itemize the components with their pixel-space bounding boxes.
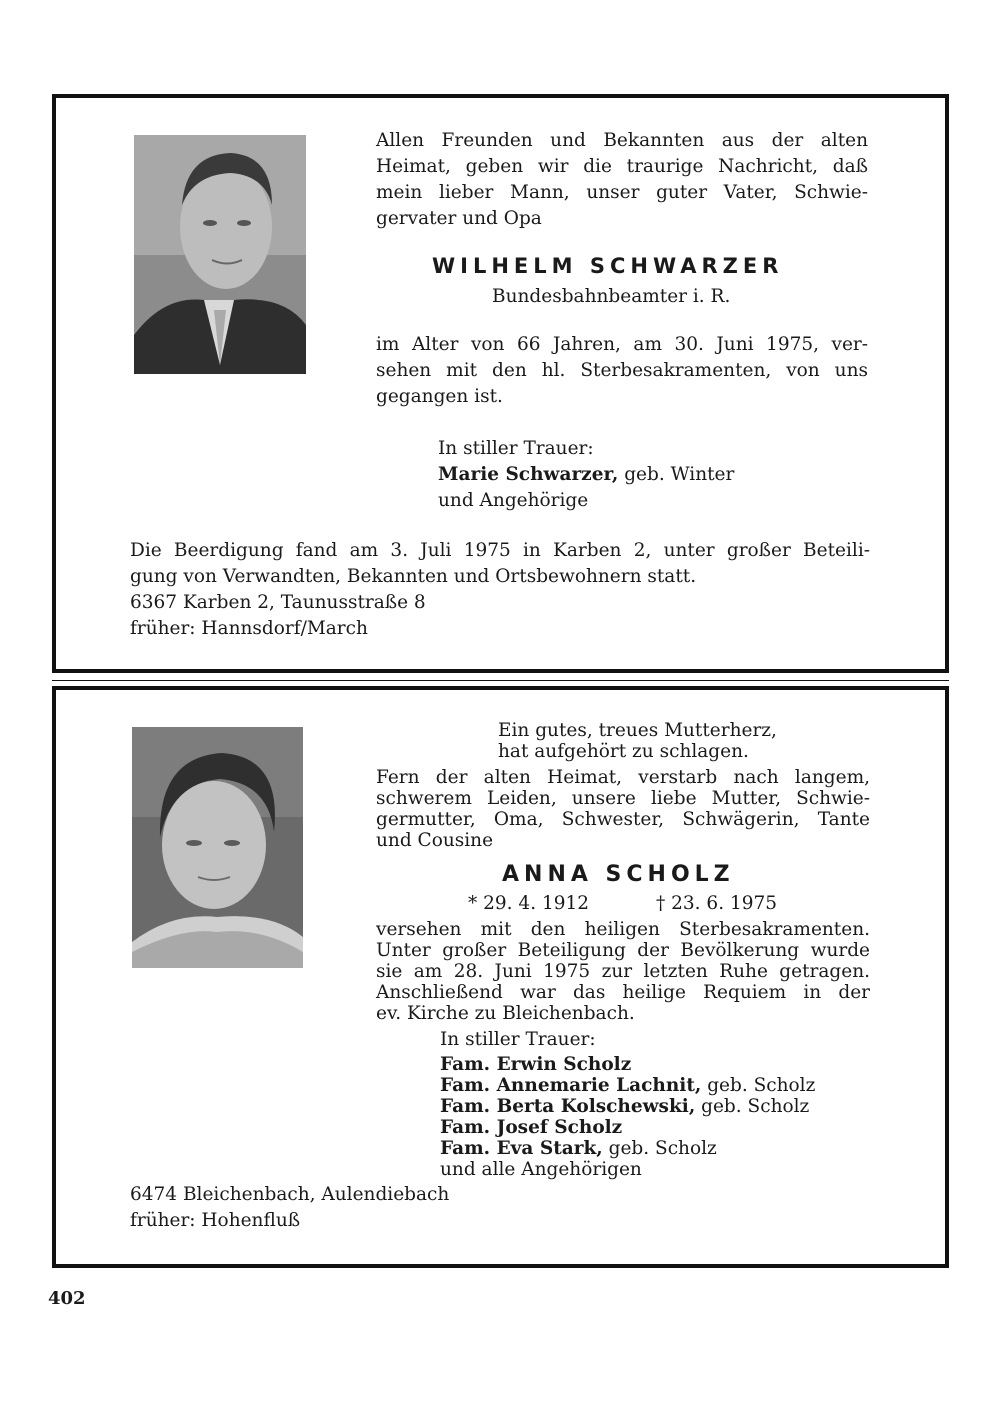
body-line: Unter großer Beteiligung der Bevölkerung wurde [376,940,870,961]
death-line: sehen mit den hl. Sterbesakramenten, von uns [376,360,868,381]
verse-line: hat aufgehört zu schlagen. [498,741,749,762]
intro-line: Allen Freunden und Bekannten aus der alten [376,130,868,151]
portrait-photo-man [134,135,306,374]
mourner-name: Fam. Annemarie Lachnit, [440,1075,702,1096]
mourning-label: In stiller Trauer: [440,1029,596,1050]
divider [52,680,949,681]
intro-line: Fern der alten Heimat, verstarb nach langem, [376,767,870,788]
intro-line: gervater und Opa [376,208,542,229]
death-line: im Alter von 66 Jahren, am 30. Juni 1975, ver- [376,334,868,355]
mourner-name: Marie Schwarzer, [438,464,619,485]
occupation: Bundesbahnbeamter i. R. [492,286,731,307]
mourner-maiden-name: geb. Winter [618,464,735,485]
body-line: sie am 28. Juni 1975 zur letzten Ruhe getragen. [376,961,870,982]
mourner-line [440,1138,717,1159]
death-line: gegangen ist. [376,386,503,407]
portrait-woman-image [132,727,303,968]
page-number: 402 [48,1288,86,1309]
mourner-name: Fam. Josef Scholz [440,1117,623,1138]
mourner-line [440,1054,631,1075]
birth-date: * 29. 4. 1912 [468,893,590,914]
funeral-line: gung von Verwandten, Bekannten und Ortsbewohnern statt. [130,566,697,587]
intro-line: und Cousine [376,830,494,851]
intro-line: mein lieber Mann, unser guter Vater, Schwie- [376,182,868,203]
mourning-label: In stiller Trauer: [438,438,594,459]
death-date: † 23. 6. 1975 [656,893,778,914]
mourner-line [440,1075,815,1096]
intro-line: schwerem Leiden, unsere liebe Mutter, Schwie- [376,788,870,809]
mourner-name: Fam. Berta Kolschewski, [440,1096,696,1117]
body-line: Anschließend war das heilige Requiem in der [376,982,870,1003]
mourner-name: Fam. Erwin Scholz [440,1054,632,1075]
relatives: und alle Angehörigen [440,1159,642,1180]
mourner-line [440,1117,622,1138]
mourner-name: Fam. Eva Stark, [440,1138,603,1159]
intro-line: Heimat, geben wir die traurige Nachricht, daß [376,156,868,177]
mourner-line [438,462,734,488]
address: 6367 Karben 2, Taunusstraße 8 [130,592,426,613]
address: 6474 Bleichenbach, Aulendiebach [130,1184,450,1205]
intro-line: germutter, Oma, Schwester, Schwägerin, Tante [376,809,870,830]
former-hometown: früher: Hohenfluß [130,1210,301,1231]
body-line: ev. Kirche zu Bleichenbach. [376,1003,635,1024]
relatives: und Angehörige [438,490,589,511]
mourner-maiden-name: geb. Scholz [701,1075,816,1096]
body-line: versehen mit den heiligen Sterbesakramenten. [376,919,870,940]
mourner-maiden-name: geb. Scholz [602,1138,717,1159]
mourner-line [440,1096,809,1117]
verse-line: Ein gutes, treues Mutterherz, [498,720,777,741]
mourner-maiden-name: geb. Scholz [695,1096,810,1117]
funeral-line: Die Beerdigung fand am 3. Juli 1975 in Karben 2, unter großer Beteili- [130,540,870,561]
former-hometown: früher: Hannsdorf/March [130,618,368,639]
portrait-photo-woman [132,727,303,968]
portrait-man-image [134,135,306,374]
deceased-name: ANNA SCHOLZ [502,862,735,887]
deceased-name: WILHELM SCHWARZER [432,254,784,278]
